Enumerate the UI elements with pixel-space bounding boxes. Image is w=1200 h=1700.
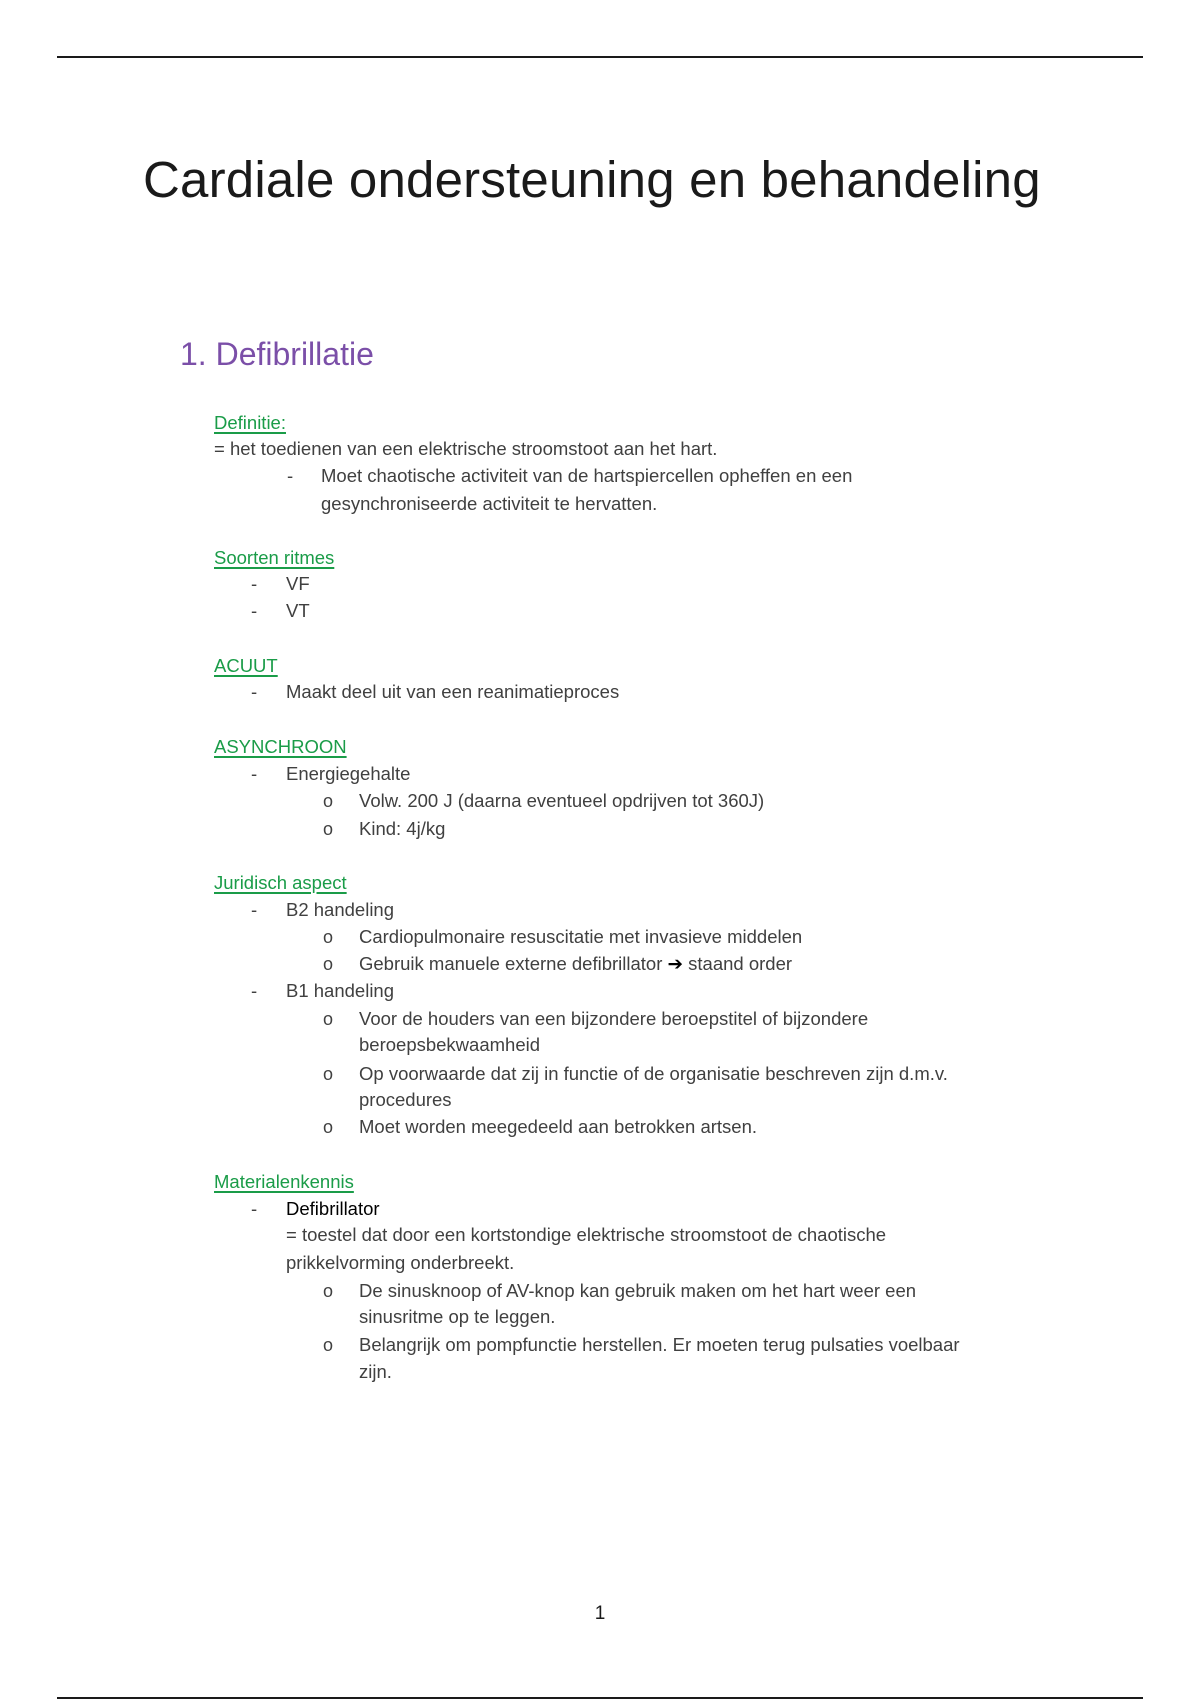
materialen-item: Defibrillator [286,1198,380,1219]
definitie-bullet-line2: gesynchroniseerde activiteit te hervatten. [321,493,658,514]
materialen-def-line1: = toestel dat door een kortstondige elektrische stroomstoot de chaotische [286,1224,887,1245]
bullet-dash: - [251,681,258,702]
juridisch-b2: B2 handeling [286,899,395,920]
materialen-def-line2: prikkelvorming onderbreekt. [286,1252,515,1273]
bullet-circle: o [323,791,334,811]
top-rule [57,56,1143,58]
definitie-text: = het toedienen van een elektrische stroomstoot aan het hart. [214,438,718,459]
asynchroon-sub1: Volw. 200 J (daarna eventueel opdrijven tot 360J) [359,790,765,811]
juridisch-b1-sub1-line2: beroepsbekwaamheid [359,1034,541,1055]
materialen-sub1-line1: De sinusknoop of AV-knop kan gebruik maken om het hart weer een [359,1280,917,1301]
bullet-circle: o [323,1281,334,1301]
materialen-sub1-line2: sinusritme op te leggen. [359,1306,556,1327]
bullet-circle: o [323,1335,334,1355]
juridisch-b2-sub2-suffix: staand order [688,953,793,974]
page-number: 1 [594,1603,606,1624]
bullet-dash: - [251,763,258,784]
arrow-right-icon: ➔ [667,953,684,974]
bullet-circle: o [323,1064,334,1084]
juridisch-b1-sub3: Moet worden meegedeeld aan betrokken artsen. [359,1116,758,1137]
bullet-dash: - [251,573,258,594]
bullet-dash: - [287,465,294,486]
bullet-dash: - [251,1198,258,1219]
bullet-dash: - [251,899,258,920]
definitie-bullet-line1: Moet chaotische activiteit van de hartspiercellen opheffen en een [321,465,853,486]
soorten-item-vf: VF [286,573,310,594]
asynchroon-sub2: Kind: 4j/kg [359,818,446,839]
juridisch-b1: B1 handeling [286,980,395,1001]
materialen-sub2-line2: zijn. [359,1361,392,1382]
juridisch-b2-sub2-prefix: Gebruik manuele externe defibrillator [359,953,663,974]
definitie-header: Definitie: [214,412,286,433]
bullet-circle: o [323,1009,334,1029]
juridisch-header: Juridisch aspect [214,872,347,893]
bullet-circle: o [323,819,334,839]
bullet-dash: - [251,980,258,1001]
juridisch-b1-sub1-line1: Voor de houders van een bijzondere beroepstitel of bijzondere [359,1008,869,1029]
materialen-sub2-line1: Belangrijk om pompfunctie herstellen. Er moeten terug pulsaties voelbaar [359,1334,960,1355]
section-title: 1. Defibrillatie [180,336,374,372]
juridisch-b1-sub2-line2: procedures [359,1089,452,1110]
bottom-rule [57,1697,1143,1699]
acuut-header: ACUUT [214,655,278,676]
bullet-circle: o [323,927,334,947]
soorten-header: Soorten ritmes [214,547,335,568]
juridisch-b1-sub2-line1: Op voorwaarde dat zij in functie of de organisatie beschreven zijn d.m.v. [359,1063,948,1084]
document-title: Cardiale ondersteuning en behandeling [143,151,1041,208]
bullet-circle: o [323,954,334,974]
materialen-header: Materialenkennis [214,1171,354,1192]
bullet-dash: - [251,600,258,621]
juridisch-b2-sub1: Cardiopulmonaire resuscitatie met invasieve middelen [359,926,803,947]
asynchroon-item: Energiegehalte [286,763,411,784]
juridisch-b2-sub2 [359,953,792,975]
bullet-circle: o [323,1117,334,1137]
acuut-item: Maakt deel uit van een reanimatieproces [286,681,620,702]
soorten-item-vt: VT [286,600,310,621]
asynchroon-header: ASYNCHROON [214,736,347,757]
